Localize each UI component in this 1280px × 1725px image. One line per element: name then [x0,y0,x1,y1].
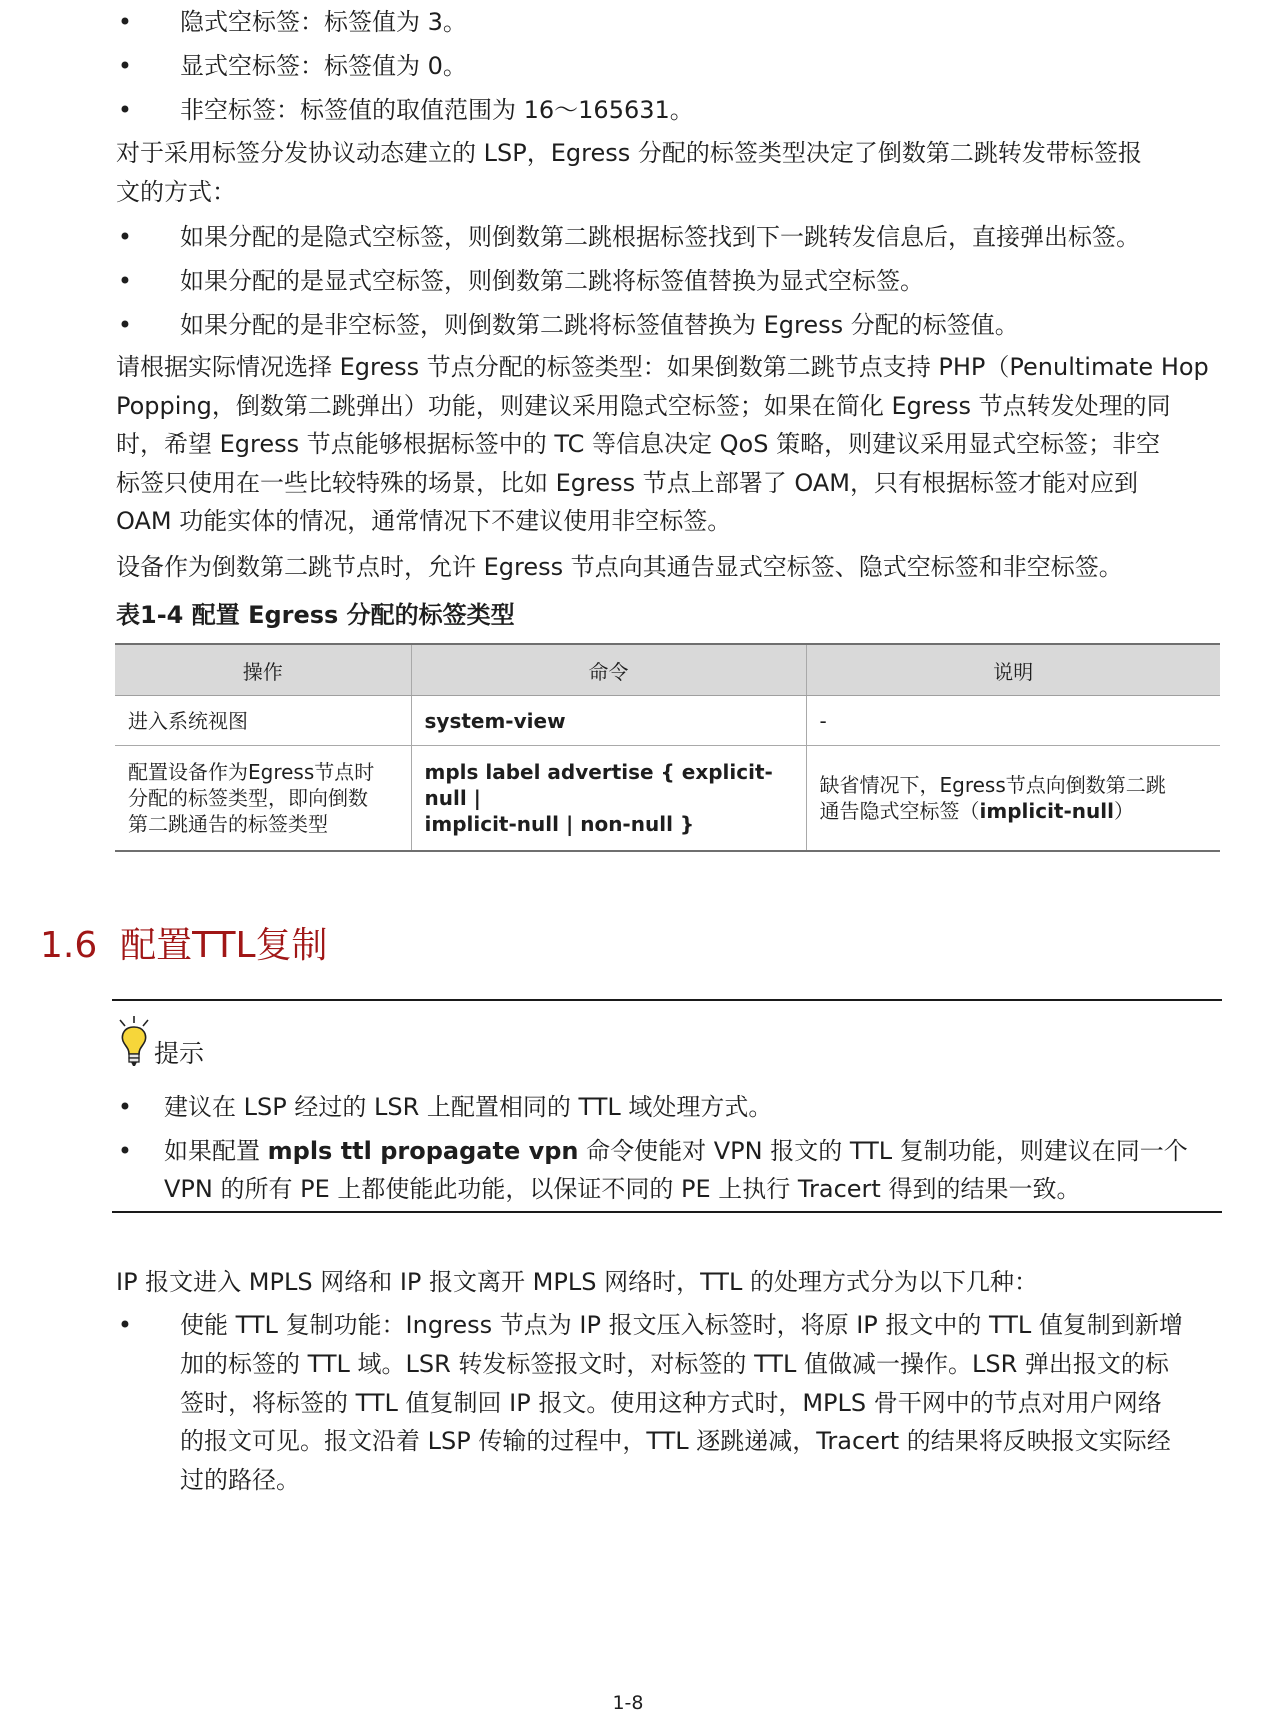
table-cell-operation [115,696,411,746]
section-title: 配置TTL复制 [120,925,328,966]
command-text: implicit-null | non-null } [424,811,695,836]
bullet-dot: • [117,1311,133,1339]
table-cell-description [806,746,1220,851]
tip-label: 提示 [154,1039,205,1068]
table-header-row [115,644,1220,696]
column-header-description: 说明 [806,644,1220,696]
command-text: system-view [424,708,566,733]
command-keyword: mpls ttl propagate vpn [267,1137,579,1165]
tip-item-text [164,1088,1224,1126]
cell-text: 配置设备作为Egress节点时 [128,759,375,784]
advice-paragraph [116,348,1218,541]
list-item-text: 隐式空标签：标签值为 3。 [180,8,467,36]
command-text: mpls label advertise { explicit-null | [424,759,773,810]
tip-text-part: 如果配置 [164,1137,268,1165]
tip-bottom-rule [112,1211,1222,1213]
section-heading [40,920,328,972]
bullet-dot: • [117,1093,133,1121]
paragraph-line: 签时，将标签的 TTL 值复制回 IP 报文。使用这种方式时，MPLS 骨干网中的节点对用户网络 [180,1388,1162,1417]
table-caption: 表1-4 配置 Egress 分配的标签类型 [116,601,515,629]
cell-text [820,798,1208,824]
list-item-text: 如果分配的是隐式空标签，则倒数第二跳根据标签找到下一跳转发信息后，直接弹出标签。 [180,223,1140,251]
paragraph-line: Popping，倒数第二跳弹出）功能，则建议采用隐式空标签；如果在简化 Egress 节点转发处理的同 [116,391,1171,420]
tip-line: VPN 的所有 PE 上都使能此功能，以保证不同的 PE 上执行 Tracert 得到的结果一致。 [164,1175,1081,1203]
table-cell-command [411,746,806,851]
cell-text-part: 通告隐式空标签（ [819,798,980,823]
paragraph-line: 过的路径。 [180,1466,300,1495]
paragraph-line: 时，希望 Egress 节点能够根据标签中的 TC 等信息决定 QoS 策略，则建议采用显式空标签；非空 [116,430,1161,458]
list-item-text: 非空标签：标签值的取值范围为 16～165631。 [180,96,694,124]
table-row [115,696,1220,746]
table-cell-operation [115,746,411,851]
ttl-intro-paragraph: IP 报文进入 MPLS 网络和 IP 报文离开 MPLS 网络时，TTL 的处理方式分为以下几种： [116,1268,1038,1296]
bullet-dot: • [117,1137,133,1165]
column-header-command: 命令 [411,644,806,696]
table-row [115,746,1220,851]
list-item-text: 显式空标签：标签值为 0。 [180,52,467,80]
paragraph-line: 对于采用标签分发协议动态建立的 LSP，Egress 分配的标签类型决定了倒数第二跳转发带标签报 [116,139,1142,167]
lightbulb-icon [116,1016,152,1068]
cell-text-part: ） [1113,798,1134,823]
device-paragraph: 设备作为倒数第二跳节点时，允许 Egress 节点向其通告显式空标签、隐式空标签和非空标签。 [116,553,1123,581]
command-keyword: implicit-null [979,798,1114,823]
paragraph-line: OAM 功能实体的情况，通常情况下不建议使用非空标签。 [116,507,732,535]
bullet-dot: • [117,52,133,80]
bullet-dot: • [117,8,133,36]
paragraph-line: 文的方式： [116,177,236,206]
table-cell-command [411,696,806,746]
list-item-text: 如果分配的是非空标签，则倒数第二跳将标签值替换为 Egress 分配的标签值。 [180,311,1019,339]
config-table [115,643,1220,852]
tip-item-text [164,1132,1224,1208]
paragraph-line: 加的标签的 TTL 域。LSR 转发标签报文时，对标签的 TTL 值做减一操作。LSR 弹出报文的标 [180,1349,1169,1378]
bullet-dot: • [117,223,133,251]
bullet-dot: • [117,96,133,124]
bullet-dot: • [117,311,133,339]
tip-line [164,1132,1224,1170]
cell-text: - [819,708,827,733]
paragraph-line: 使能 TTL 复制功能：Ingress 节点为 IP 报文压入标签时，将原 IP 报文中的 TTL 值复制到新增 [180,1311,1183,1339]
cell-text: 进入系统视图 [128,708,248,733]
paragraph-line: 请根据实际情况选择 Egress 节点分配的标签类型：如果倒数第二跳节点支持 PHP（Penultimate Hop [116,353,1209,381]
tip-text-part: 命令使能对 VPN 报文的 TTL 复制功能，则建议在同一个 [578,1137,1188,1165]
section-number: 1.6 [40,925,98,966]
page-number: 1-8 [612,1692,644,1714]
bullet-dot: • [117,267,133,295]
cell-text: 分配的标签类型，即向倒数 [128,785,368,810]
list-item-text: 如果分配的是显式空标签，则倒数第二跳将标签值替换为显式空标签。 [180,267,924,295]
list-item-text [180,1306,1240,1500]
tip-line: 建议在 LSP 经过的 LSR 上配置相同的 TTL 域处理方式。 [164,1093,773,1121]
paragraph-line: 标签只使用在一些比较特殊的场景，比如 Egress 节点上部署了 OAM，只有根据标签才能对应到 [116,468,1138,497]
cell-text: 第二跳通告的标签类型 [128,811,328,836]
intro-paragraph [116,134,1218,211]
cell-text: 缺省情况下，Egress节点向倒数第二跳 [819,772,1166,797]
column-header-operation: 操作 [115,644,411,696]
paragraph-line: 的报文可见。报文沿着 LSP 传输的过程中，TTL 逐跳递减，Tracert 的结果将反映报文实际经 [180,1427,1171,1456]
table-cell-description [806,696,1220,746]
tip-top-rule [112,999,1222,1001]
